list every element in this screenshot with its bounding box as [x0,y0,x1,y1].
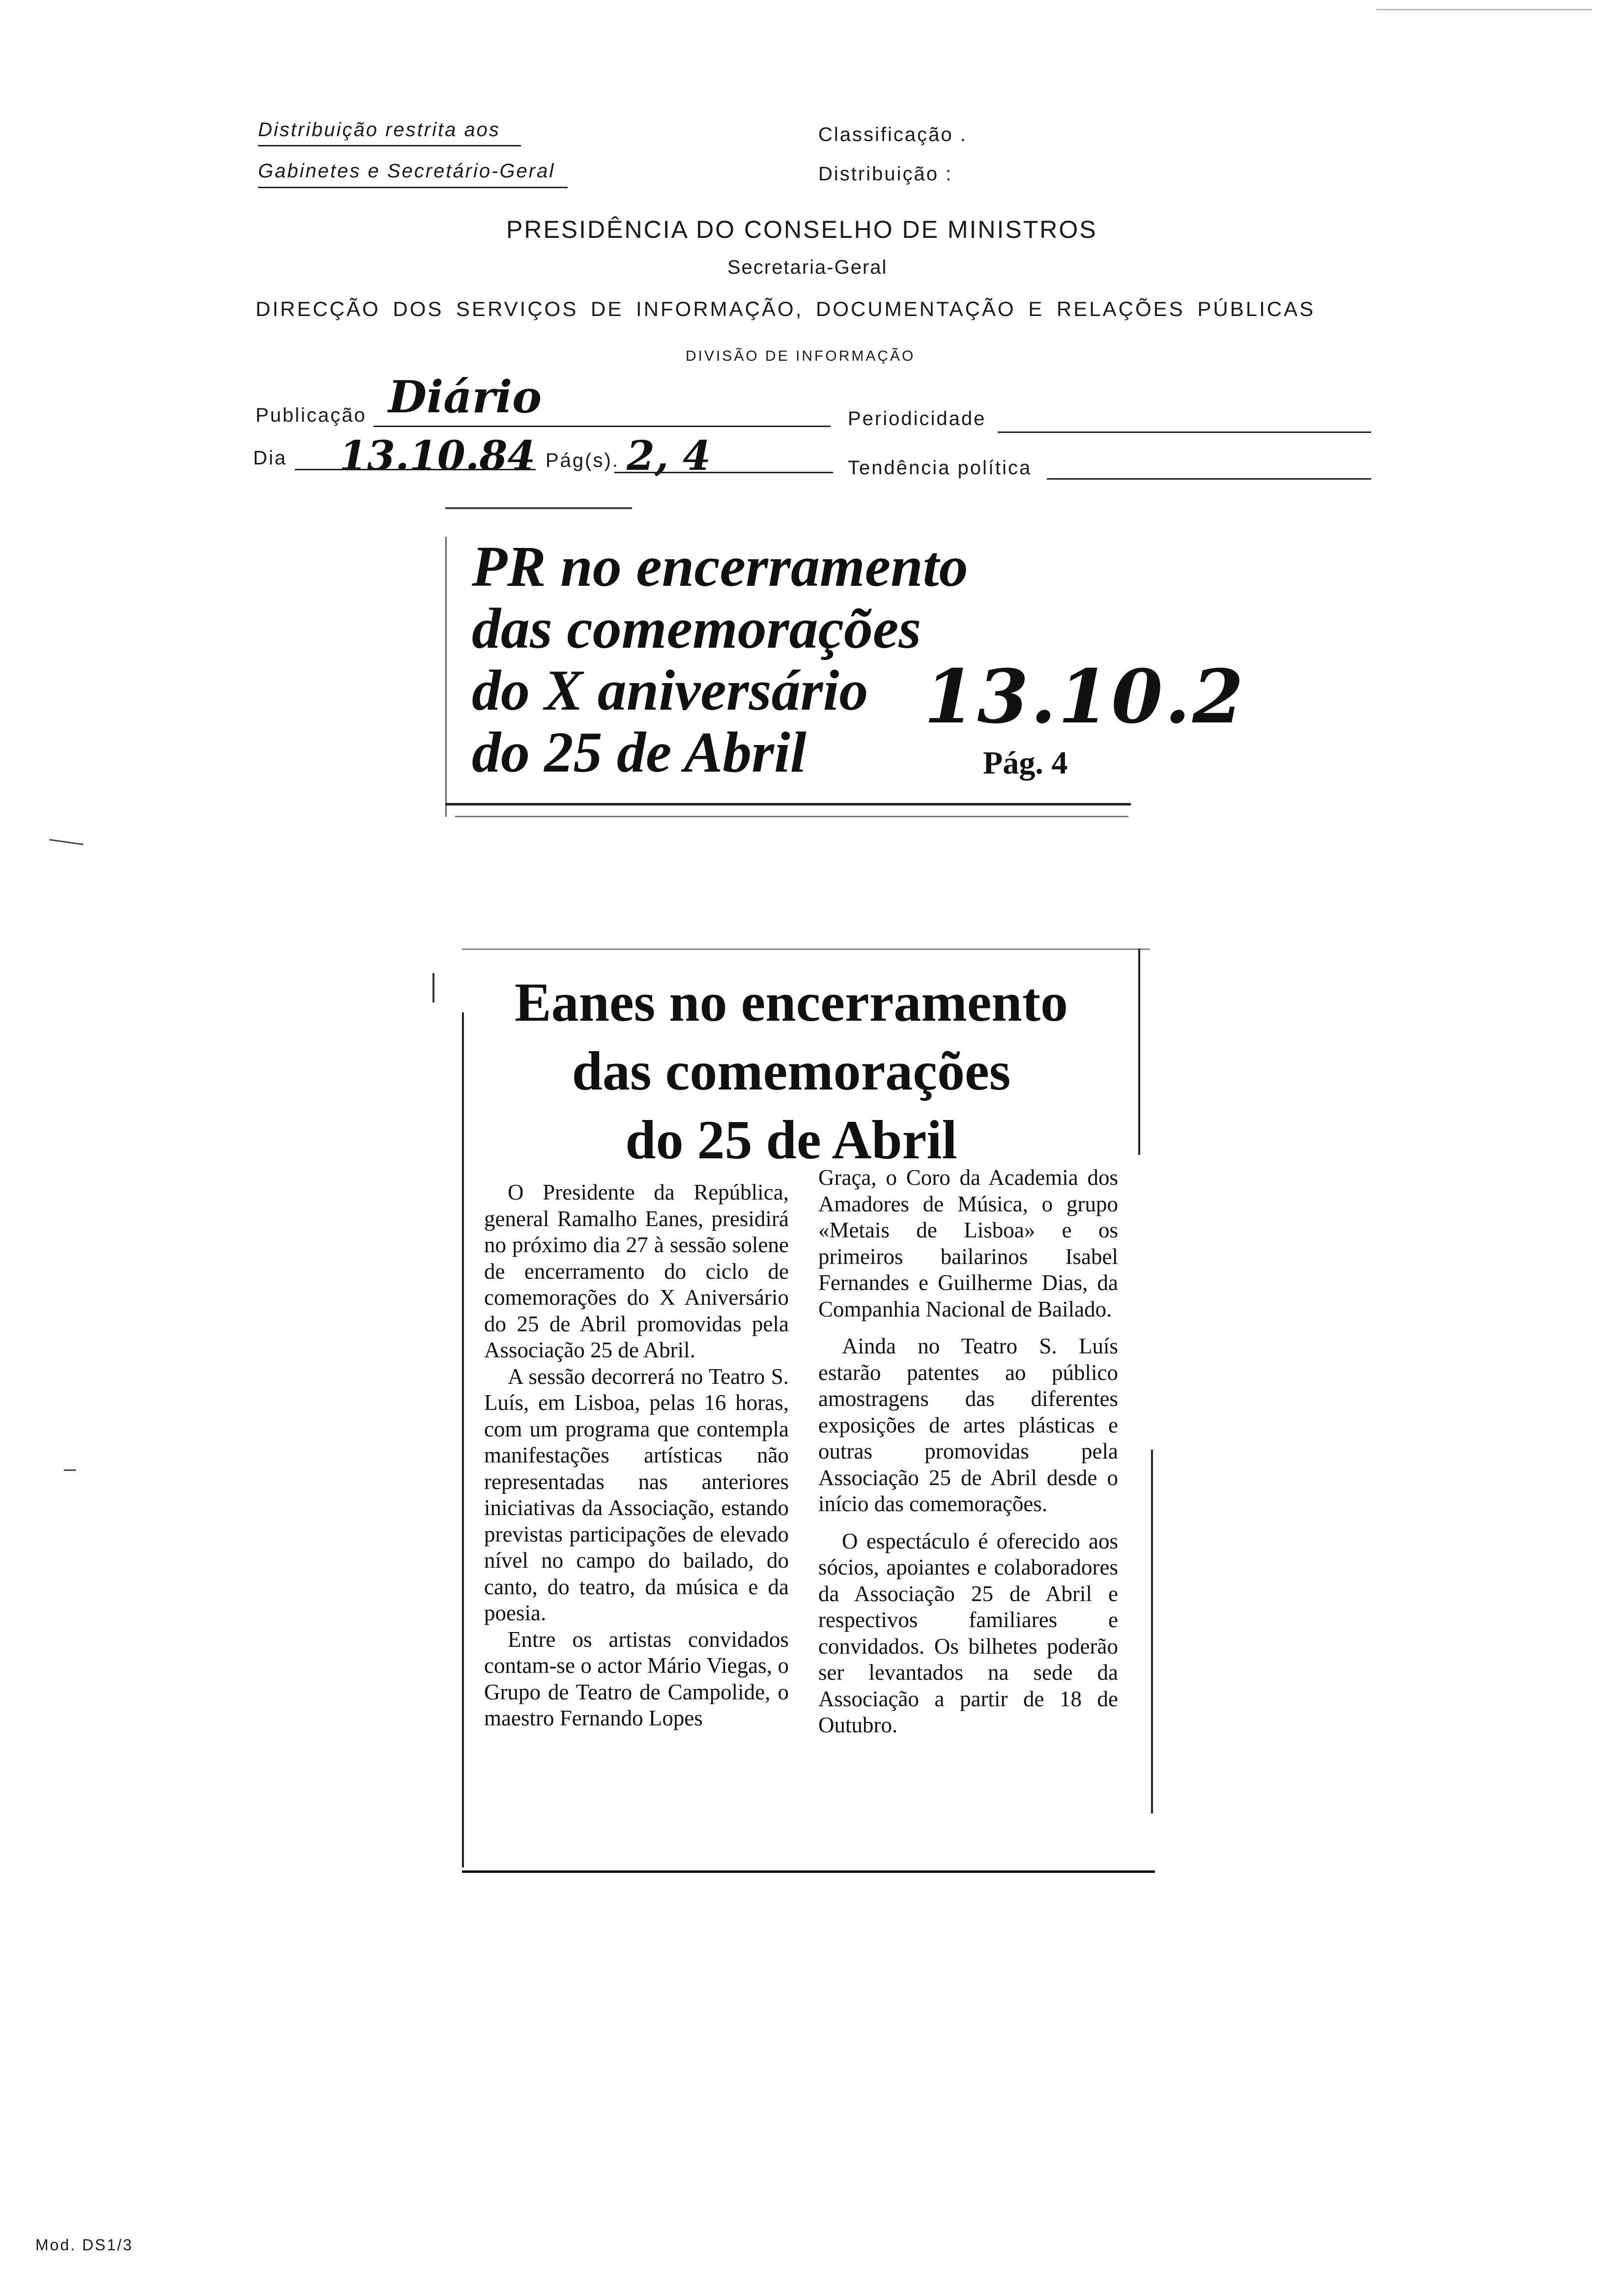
article-headline-3: do 25 de Abril [625,1110,957,1171]
day-label: Dia [253,447,288,469]
article-col1-paragraph: Entre os artistas convidados contam-se o actor Mário Viegas, o Grupo de Teatro de Campolide, o maestro Fernando Lopes [484,1627,789,1730]
scan-mark-left-2 [64,1469,76,1471]
org-title: PRESIDÊNCIA DO CONSELHO DE MINISTROS [506,216,1097,243]
clipping-front-headline-2: das comemorações [472,596,921,660]
clipping-front-headline-1: PR no encerramento [472,534,968,599]
article-col1-paragraph: O Presidente da República, general Ramalho Eanes, presidirá no próximo dia 27 à sessão solene de encerramento do ciclo de comemorações do X Aniversário do 25 de Abril promovidas pela Associação 25 de Abril. [484,1180,789,1362]
clipping-front-page-ref: Pág. 4 [983,745,1068,781]
publication-line [374,426,831,427]
clipping-front-bottom-rule-2 [455,816,1128,817]
secretariat: Secretaria-Geral [727,257,888,278]
periodicity-line [998,431,1371,433]
article-col2-paragraph: Graça, o Coro da Academia dos Amadores de Música, o grupo «Metais de Lisboa» e os primeiros bailarinos Isabel Fernandes e Guilherme Dias, da Companhia Nacional de Bailado. [818,1165,1118,1321]
article-column-2 [818,1165,1118,1739]
clipping-article-bottom-rule [462,1870,1155,1873]
classification-label: Classificação . [818,124,967,145]
scan-mark-left [49,839,84,845]
publication-label: Publicação [256,404,367,426]
periodicity-label: Periodicidade [848,408,986,430]
scan-mark-top [1376,9,1592,10]
clipping-article-left-rule-2 [462,1012,464,1867]
article-col2-paragraph: Ainda no Teatro S. Luís estarão patentes ao público amostragens das diferentes exposições de artes plásticas e outras promovidas pela Associação 25 de Abril desde o início das comemorações. [818,1334,1118,1516]
day-line [295,469,536,470]
clipping-article-left-rule [432,973,434,1003]
article-column-1 [484,1179,789,1732]
clipping-front-left-rule [445,537,447,817]
division: DIVISÃO DE INFORMAÇÃO [686,348,916,364]
clipping-article-top-rule [462,948,1150,950]
distribution-underline-2 [258,187,568,188]
clipping-front-headline-3: do X aniversário [472,658,868,722]
article-col2-paragraph: O espectáculo é oferecido aos sócios, apoiantes e colaboradores da Associação 25 de Abril e respectivos familiares e convidados. Os bilhetes poderão ser levantados na sede da Associação a partir de 18 de Outubro. [818,1528,1118,1737]
distribution-note-line2: Gabinetes e Secretário-Geral [258,160,555,182]
clipping-article-right-rule [1138,948,1140,1155]
clipping-front-bottom-rule [445,803,1131,805]
pages-value: 2, 4 [627,432,711,480]
distribution-underline-1 [258,145,521,146]
clipping-article-right-rule-2 [1151,1450,1153,1813]
article-headline-2: das comemorações [572,1041,1011,1102]
publication-value: Diário [388,371,542,423]
article-headline-1: Eanes no encerramento [514,972,1068,1033]
day-value: 13.10.84 [339,432,536,480]
distribution-note-line1: Distribuição restrita aos [258,119,500,141]
clipping-front-top-rule [445,507,632,509]
form-code: Mod. DS1/3 [35,2236,133,2254]
tendency-line [1047,478,1371,480]
distribution-label: Distribuição : [818,163,953,185]
article-col1-paragraph: A sessão decorrerá no Teatro S. Luís, em Lisboa, pelas 16 horas, com um programa que contempla manifestações artísticas não representadas nas anteriores iniciativas da Associação, estando previstas participações de elevado nível no campo do bailado, do canto, do teatro, da música e da poesia. [484,1364,789,1625]
pages-line [614,472,833,473]
directorate: DIRECÇÃO DOS SERVIÇOS DE INFORMAÇÃO, DOCUMENTAÇÃO E RELAÇÕES PÚBLICAS [256,297,1316,320]
pages-label: Pág(s). [546,450,619,471]
clipping-front-headline-4: do 25 de Abril [472,720,806,784]
clipping-front-handwritten-note: 13.10.2 [924,654,1246,740]
tendency-label: Tendência política [848,457,1032,479]
